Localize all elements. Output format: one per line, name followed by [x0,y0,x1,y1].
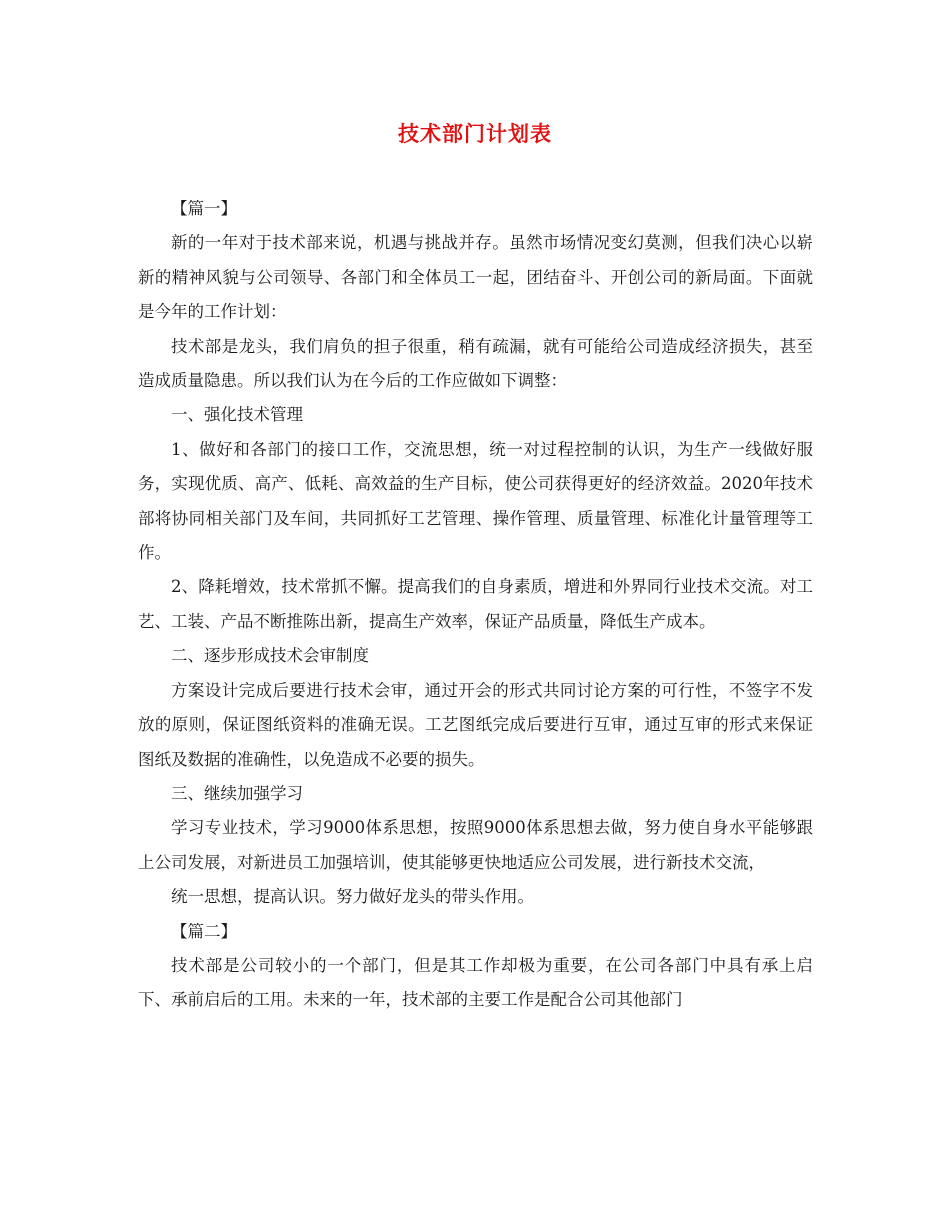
paragraph-unify-thinking: 统一思想，提高认识。努力做好龙头的带头作用。 [171,887,534,907]
subheading-continue-learning: 三、继续加强学习 [171,783,303,803]
paragraph-item-2: 2、降耗增效，技术常抓不懈。提高我们的自身素质，增进和外界同行业技术交流。对工艺、工装、产品不断推陈出新，提高生产效率，保证产品质量，降低生产成本。 [138,577,813,631]
document-body [138,192,813,1018]
paragraph-intro: 新的一年对于技术部来说，机遇与挑战并存。虽然市场情况变幻莫测，但我们决心以崭新的精神风貌与公司领导、各部门和全体员工一起，团结奋斗、开创公司的新局面。下面就是今年的工作计划： [138,233,813,322]
section-heading-part-2: 【篇二】 [171,921,237,941]
section-heading-part-1: 【篇一】 [171,199,237,218]
paragraph-item-1: 1、做好和各部门的接口工作，交流思想，统一对过程控制的认识，为生产一线做好服务，实现优质、高产、低耗、高效益的生产目标，使公司获得更好的经济效益。2020年技术部将协同相关部门及车间，共同抓好工艺管理、操作管理、质量管理、标准化计量管理等工作。 [138,439,813,563]
paragraph-part-2-intro: 技术部是公司较小的一个部门，但是其工作却极为重要，在公司各部门中具有承上启下、承前启后的工用。未来的一年，技术部的主要工作是配合公司其他部门 [138,955,813,1010]
paragraph-review: 方案设计完成后要进行技术会审，通过开会的形式共同讨论方案的可行性，不签字不发放的原则，保证图纸资料的准确无误。工艺图纸完成后要进行互审，通过互审的形式来保证图纸及数据的准确性，以免造成不必要的损失。 [138,680,813,769]
paragraph-role: 技术部是龙头，我们肩负的担子很重，稍有疏漏，就有可能给公司造成经济损失，甚至造成质量隐患。所以我们认为在今后的工作应做如下调整： [138,336,813,391]
paragraph-learning: 学习专业技术，学习9000体系思想，按照9000体系思想去做，努力使自身水平能够跟上公司发展，对新进员工加强培训，使其能够更快地适应公司发展，进行新技术交流， [138,818,813,872]
document-title: 技术部门计划表 [398,121,552,146]
subheading-review-system: 二、逐步形成技术会审制度 [171,646,369,666]
subheading-strengthen-management: 一、强化技术管理 [171,405,303,425]
